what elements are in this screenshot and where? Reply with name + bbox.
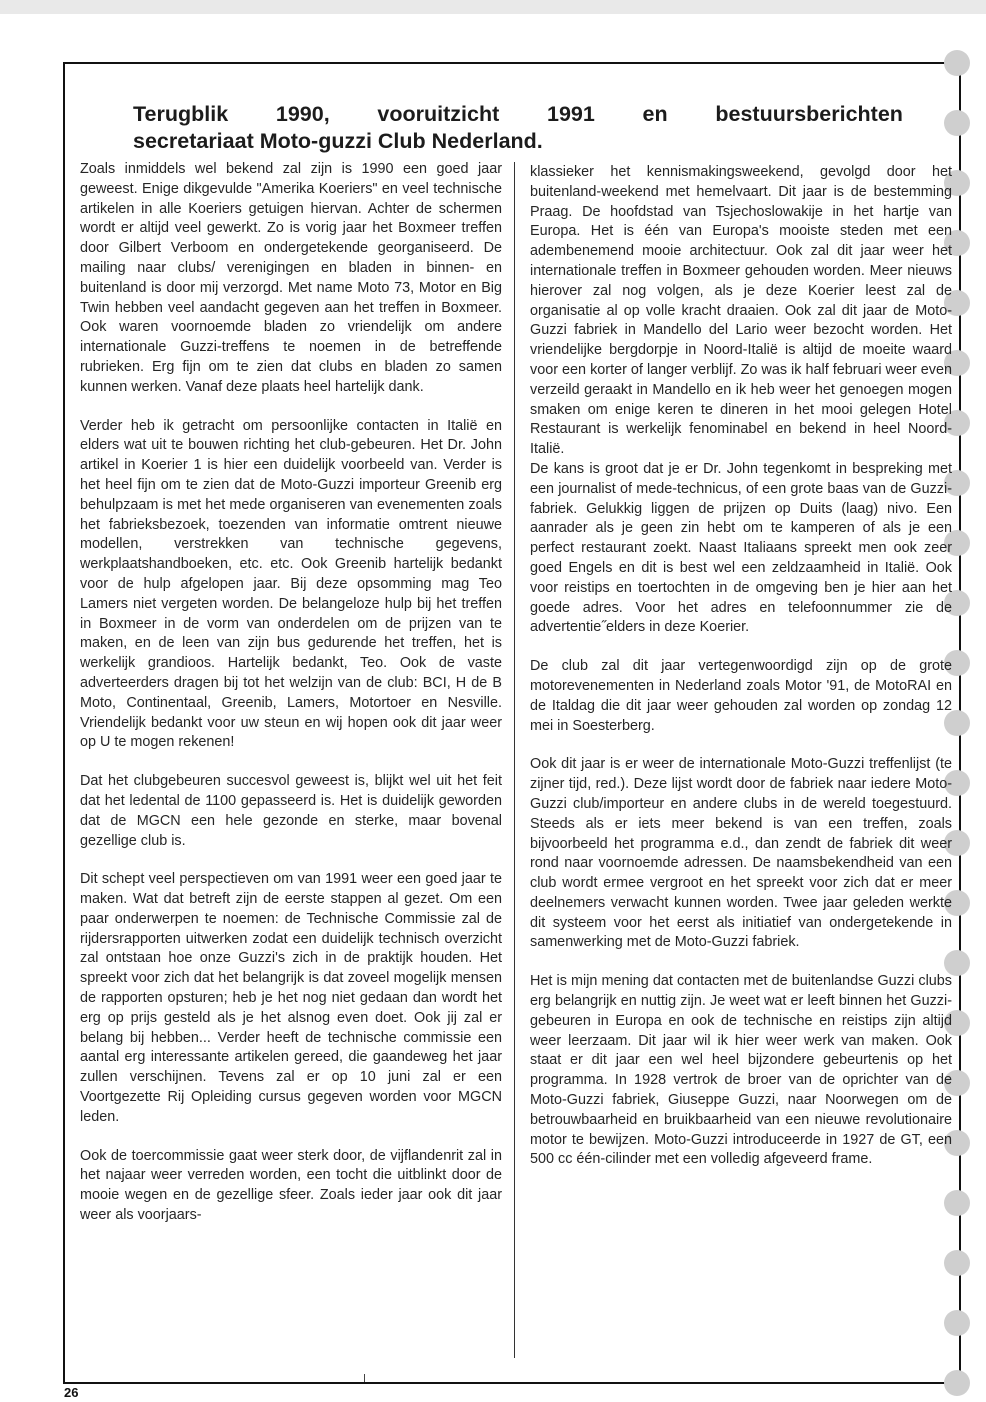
binder-hole-icon <box>944 1370 970 1396</box>
paragraph: Het is mijn mening dat contacten met de buitenlandse Guzzi clubs erg belangrijk en nuttig zijn. Je weet wat er leeft binnen het Guzzi-gebeuren in Europa en ook de technische en reistips zijn altijd weer leerzaam. Dit jaar wil ik hier weer werk van maken. Ook staat er dit jaar een wel heel bijzondere gebeurtenis op het programma. In 1928 vertrok de broer van de oprichter van de Moto-Guzzi fabriek, Giuseppe Guzzi, naar Noorwegen om de betrouwbaarheid en bruikbaarheid van een nieuwe revolutionaire motor te bewijzen. Moto-Guzzi introduceerde in 1927 de GT, een 500 cc één-cilinder met een volledig afgeveerd frame. <box>530 973 952 1168</box>
paragraph: Dit schept veel perspectieven om van 1991 weer een goed jaar te maken. Wat dat betreft zijn de eerste stappen al gezet. Om een paar onderwerpen te noemen: de Technische Commissie zal de rijdersrapporten uitwerken zodat een duidelijk technisch overzicht zal ontstaan hoe onze Guzzi's zich in de praktijk houden. Het spreekt voor zich dat het belangrijk is dat zoveel mogelijk mensen de rapporten opsturen; heb je het nog niet gedaan dan wordt het erg op prijs gesteld als je het alsnog even doet. Ook jij zal er belang bij hebben... Verder heeft de technische commissie een aantal erg interessante artikelen gereed, die gaandeweg het jaar zullen verschijnen. Tevens zal er op 10 juni zal er een Voortgezette Rij Opleiding cursus gegeven worden voor MGCN leden. <box>80 871 502 1125</box>
binder-hole-icon <box>944 110 970 136</box>
paragraph: De club zal dit jaar vertegenwoordigd zijn op de grote motorevenementen in Nederland zoals Motor '91, de MotoRAI en de Italdag die dit jaar weer gehouden zal worden op zondag 12 mei in Soesterberg. <box>530 658 952 734</box>
footer-tick <box>364 1374 365 1382</box>
page-number: 26 <box>64 1385 79 1400</box>
left-column <box>80 160 502 1245</box>
paragraph: Zoals inmiddels wel bekend zal zijn is 1990 een goed jaar geweest. Enige dikgevulde "Amerika Koeriers" en veel technische artikelen in alle Koeriers getuigen hiervan. Achter de schermen wordt er altijd veel gewerkt. Zo is vorig jaar het Boxmeer treffen door Gilbert Verboom en ondergetekende georganiseerd. De mailing naar clubs/ verenigingen en bladen in binnen- en buitenland is door mij verzorgd. Met name Moto 73, Motor en Big Twin hebben veel aandacht gegeven aan het treffen in Boxmeer. Ook waren voornoemde bladen zo vriendelijk om andere internationale Guzzi-treffens te noemen in de betreffende rubrieken. Erg fijn om te zien dat clubs en bladen zo samen kunnen werken. Vanaf deze plaats heel hartelijk dank. <box>80 161 502 395</box>
paragraph: Dat het clubgebeuren succesvol geweest is, blijkt wel uit het feit dat het ledental de 1100 gepasseerd is. Het is duidelijk geworden dat de MGCN een hele gezonde en sterke, maar bovenal gezellige club is. <box>80 773 502 849</box>
binder-hole-icon <box>944 50 970 76</box>
paragraph: klassieker het kennismakingsweekend, gevolgd door het buitenland-weekend met hemelvaart. Dit jaar is de bestemming Praag. De hoofdstad van Tsjechoslowakije in het hartje van Europa. Het is één van Europa's mooiste steden met een adembenemend mooie architectuur. Ook zal dit jaar weer het internationale treffen in Boxmeer gehouden worden. Meer nieuws hierover zal nog volgen, als je deze Koerier leest zal de organisatie al op volle kracht draaien. Ook zal dit jaar de Moto-Guzzi fabriek in Mandello del Lario weer bezocht worden. Het vriendelijke bergdorpje in Noord-Italië is altijd de moeite waard voor een korter of langer verblijf. Zo was ik half februari weer even verzeild geraakt in Mandello en ik heb weer het genoegen mogen smaken om enige keren te dineren in het mooi gelegen Hotel Restaurant is werkelijk fenominabel en bekend in heel Noord-Italië. <box>530 164 952 458</box>
paragraph: Ook dit jaar is er weer de internationale Moto-Guzzi treffenlijst (te zijner tijd, red.). Deze lijst wordt door de fabriek naar iedere Moto-Guzzi club/importeur en andere clubs in de wereld toegestuurd. Steeds als er iets meer bekend is van een treffen, zoals bijvoorbeeld het programma e.d., dan zendt de fabriek dit weer rond naar voornoemde adressen. De naamsbekendheid van een club wordt ermee vergroot en het spreekt voor zich dat er meer deelnemers verwacht kunnen worden. Twee jaar geleden werkte dit systeem voor het eerst als initiatief van ondergetekende in samenwerking met de Moto-Guzzi fabriek. <box>530 756 952 951</box>
article-title <box>133 101 903 155</box>
scan-edge <box>0 0 986 14</box>
binder-hole-icon <box>944 1190 970 1216</box>
paragraph: Verder heb ik getracht om persoonlijke contacten in Italië en elders wat uit te bouwen richting het club-gebeuren. Het Dr. John artikel in Koerier 1 is hier een duidelijk voorbeeld van. Verder is het heel fijn om te zien dat de Moto-Guzzi importeur Greenib erg behulpzaam is met het mede organiseren van evenementen zoals het fabrieksbezoek, toezenden van informatie omtrent nieuwe modellen, verstrekken van technische gegevens, werkplaatshandboeken, etc. etc. Ook Greenib hartelijk bedankt voor de hulp afgelopen jaar. Bij deze opsomming mag Teo Lamers niet vergeten worden. De belangeloze hulp bij het treffen in Boxmeer in de vorm van onderdelen om de prijzen van te maken, en de leen van zijn bus gedurende het treffen, het is werkelijk grandioos. Hartelijk bedankt, Teo. Ook de vaste adverteerders dragen bij tot het welzijn van de club: BCI, H de B Moto, Continentaal, Greenib, Lamers, Motortoer en Nesville. Vriendelijk bedankt voor uw steun en wij hopen ook dit jaar weer op U te mogen rekenen! <box>80 417 502 751</box>
title-line-1: Terugblik 1990, vooruitzicht 1991 en bestuursberichten <box>133 102 903 126</box>
binder-hole-icon <box>944 1310 970 1336</box>
column-divider <box>514 162 515 1358</box>
title-line-2: secretariaat Moto-guzzi Club Nederland. <box>133 129 543 153</box>
paragraph: Ook de toercommissie gaat weer sterk door, de vijflandenrit zal in het najaar weer verreden worden, een tocht die uitblinkt door de mooie wegen en de gezellige sfeer. Zoals ieder jaar ook dit jaar weer als voorjaars- <box>80 1147 502 1224</box>
right-column <box>530 163 952 1189</box>
binder-hole-icon <box>944 1250 970 1276</box>
paragraph: De kans is groot dat je er Dr. John tegenkomt in bespreking met een journalist of mede-technicus, of een grote baas van de Guzzi-fabriek. Gelukkig liggen de prijzen op Duits (laag) nivo. Een aanrader als je geen zin hebt om te kamperen of als je een perfect restaurant zoekt. Naast Italiaans spreekt men ook zeer goed Engels en dit is best wel een zeldzaamheid in Italië. Ook voor reistips en toertochten in de omgeving ben je hier aan het goede adres. Voor het adres en telefoonnummer zie de advertentie˝elders in deze Koerier. <box>530 460 952 636</box>
